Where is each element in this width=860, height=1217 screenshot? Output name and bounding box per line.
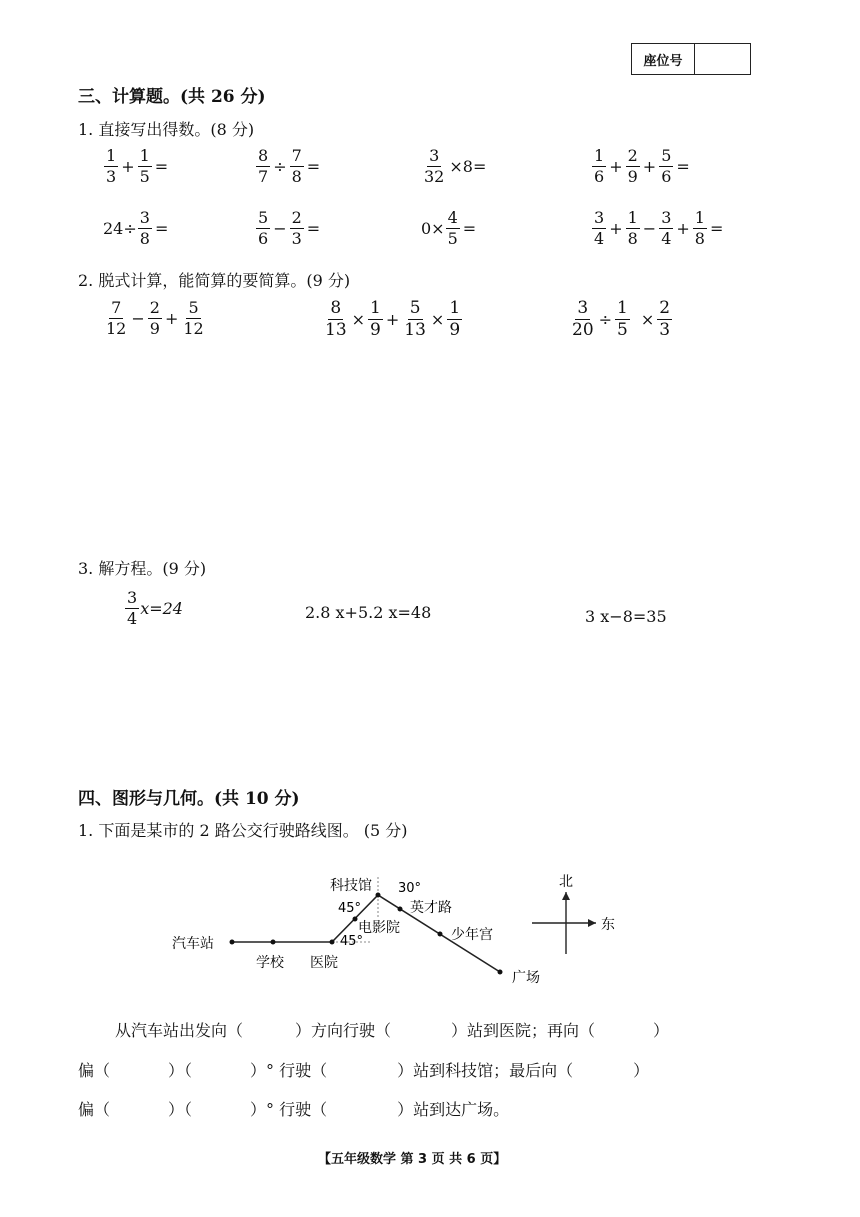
operator: ×8= xyxy=(449,157,487,176)
compass-north-arrow-icon xyxy=(562,892,570,900)
text: ）（ xyxy=(168,1061,193,1080)
numerator: 1 xyxy=(370,298,381,318)
numerator: 1 xyxy=(449,298,461,318)
numerator: 5 xyxy=(258,208,269,227)
q1-item-6 xyxy=(255,210,322,247)
text: ） xyxy=(653,1021,670,1040)
denominator: 9 xyxy=(449,320,461,340)
numerator: 3 xyxy=(594,208,605,227)
denominator: 5 xyxy=(617,320,628,340)
denominator: 5 xyxy=(139,167,150,186)
operator: ÷ xyxy=(273,157,287,176)
denominator: 7 xyxy=(258,167,269,186)
equals: = xyxy=(306,157,321,176)
denominator: 32 xyxy=(424,167,445,186)
station-label: 英才路 xyxy=(410,900,452,916)
fill-line-3 xyxy=(78,1097,509,1120)
numerator: 1 xyxy=(139,146,150,165)
station-dot-bus-station xyxy=(230,940,235,945)
numerator: 8 xyxy=(258,146,269,165)
denominator: 4 xyxy=(661,229,672,248)
operator: + xyxy=(164,309,179,328)
fill-line-2 xyxy=(78,1058,649,1081)
denominator: 8 xyxy=(627,229,638,248)
q1-title: 1. 直接写出得数。(8 分) xyxy=(78,120,255,139)
denominator: 13 xyxy=(325,320,347,340)
operator: × xyxy=(640,310,655,329)
station-dot-hospital xyxy=(330,940,335,945)
angle-label: 30° xyxy=(398,881,422,896)
denominator: 6 xyxy=(258,229,269,248)
station-label: 汽车站 xyxy=(172,936,214,952)
denominator: 8 xyxy=(694,229,705,248)
denominator: 4 xyxy=(127,609,138,628)
text: ）° 行驶（ xyxy=(250,1061,328,1080)
q1-item-7 xyxy=(421,210,478,247)
numerator: 5 xyxy=(188,298,199,317)
station-dot-science-museum xyxy=(376,893,381,898)
seat-number-field[interactable] xyxy=(695,44,750,74)
seat-number-box xyxy=(631,43,751,75)
text: ）（ xyxy=(168,1100,193,1119)
numerator: 2 xyxy=(291,208,302,227)
station-dot-yingcai-road xyxy=(398,907,403,912)
denominator: 12 xyxy=(183,319,204,338)
operator: ÷ xyxy=(598,310,613,329)
station-dot-youth-palace xyxy=(438,932,443,937)
operator: + xyxy=(609,157,623,176)
text: ）站到医院；再向（ xyxy=(451,1021,596,1040)
numerator: 1 xyxy=(694,208,705,227)
operator: × xyxy=(351,310,366,329)
numerator: 2 xyxy=(659,298,671,318)
equals: = xyxy=(709,219,724,238)
operator: − xyxy=(273,219,287,238)
prefix: 0× xyxy=(421,219,445,238)
text: 偏（ xyxy=(78,1061,111,1080)
operator: × xyxy=(430,310,445,329)
operator: + xyxy=(385,310,400,329)
numerator: 3 xyxy=(577,298,589,318)
numerator: 5 xyxy=(409,298,421,318)
numerator: 5 xyxy=(661,146,672,165)
compass-east-arrow-icon xyxy=(588,919,596,927)
numerator: 1 xyxy=(106,146,117,165)
denominator: 6 xyxy=(661,167,672,186)
section4-title: 四、图形与几何。(共 10 分) xyxy=(78,789,300,809)
compass-east-label: 东 xyxy=(601,917,615,933)
text: 从汽车站出发向（ xyxy=(115,1021,244,1040)
compass-north-label: 北 xyxy=(559,874,573,890)
numerator: 2 xyxy=(149,298,160,317)
fill-line-1 xyxy=(115,1018,669,1041)
equation-3: 3 x−8=35 xyxy=(585,607,667,626)
q2-item-1 xyxy=(103,300,207,337)
angle-label: 45° xyxy=(340,934,364,949)
denominator: 13 xyxy=(404,320,426,340)
station-dot-school xyxy=(271,940,276,945)
page-footer: 【五年级数学 第 3 页 共 6 页】 xyxy=(318,1152,507,1167)
equals: = xyxy=(154,219,169,238)
station-label: 学校 xyxy=(256,955,284,971)
q1-item-1 xyxy=(103,148,170,185)
numerator: 3 xyxy=(127,588,138,607)
denominator: 5 xyxy=(447,229,458,248)
q3-title: 3. 解方程。(9 分) xyxy=(78,559,207,578)
denominator: 8 xyxy=(139,229,150,248)
section3-title: 三、计算题。(共 26 分) xyxy=(78,87,266,107)
seat-number-label: 座位号 xyxy=(632,44,695,74)
text: ）站到达广场。 xyxy=(397,1100,510,1119)
denominator: 9 xyxy=(627,167,638,186)
equation-2: 2.8 x+5.2 x=48 xyxy=(305,603,432,622)
denominator: 3 xyxy=(659,320,671,340)
operator: + xyxy=(609,219,623,238)
denominator: 9 xyxy=(149,319,160,338)
q2-item-2 xyxy=(322,300,463,339)
station-label: 少年宫 xyxy=(451,927,493,943)
denominator: 20 xyxy=(572,320,594,340)
operator: − xyxy=(642,219,657,238)
q1-item-2 xyxy=(255,148,322,185)
operator: + xyxy=(676,219,690,238)
equation-rest: x=24 xyxy=(140,599,183,618)
numerator: 3 xyxy=(139,208,150,227)
equals: = xyxy=(154,157,169,176)
denominator: 3 xyxy=(106,167,117,186)
station-dot-cinema xyxy=(353,917,358,922)
numerator: 7 xyxy=(291,146,302,165)
station-label: 广场 xyxy=(512,970,540,986)
station-dot-plaza xyxy=(498,970,503,975)
angle-label: 45° xyxy=(338,901,362,916)
numerator: 2 xyxy=(627,146,638,165)
text: ）方向行驶（ xyxy=(295,1021,392,1040)
bus-route-map xyxy=(160,862,630,1002)
numerator: 1 xyxy=(594,146,605,165)
denominator: 4 xyxy=(594,229,605,248)
denominator: 9 xyxy=(370,320,381,340)
numerator: 7 xyxy=(111,298,122,317)
text: ）站到科技馆；最后向（ xyxy=(397,1061,574,1080)
operator: + xyxy=(121,157,135,176)
numerator: 1 xyxy=(627,208,638,227)
numerator: 4 xyxy=(447,208,458,227)
text: ）° 行驶（ xyxy=(250,1100,328,1119)
q2-title: 2. 脱式计算，能简算的要简算。(9 分) xyxy=(78,271,351,290)
operator: − xyxy=(131,309,145,328)
text: 偏（ xyxy=(78,1100,111,1119)
denominator: 8 xyxy=(291,167,302,186)
text: ） xyxy=(633,1061,650,1080)
q1-item-4 xyxy=(591,148,692,185)
denominator: 3 xyxy=(291,229,302,248)
equals: = xyxy=(462,219,477,238)
numerator: 3 xyxy=(661,208,672,227)
numerator: 3 xyxy=(429,146,440,165)
equals: = xyxy=(676,157,690,176)
section4-q1-title: 1. 下面是某市的 2 路公交行驶路线图。 (5 分) xyxy=(78,821,408,840)
denominator: 6 xyxy=(594,167,605,186)
numerator: 1 xyxy=(617,298,628,318)
q1-item-8 xyxy=(591,210,725,247)
q2-item-3 xyxy=(569,300,673,339)
numerator: 8 xyxy=(330,298,342,318)
equals: = xyxy=(306,219,321,238)
q1-item-3 xyxy=(421,148,488,185)
station-label: 科技馆 xyxy=(330,878,372,894)
station-label: 医院 xyxy=(310,955,338,971)
q1-item-5 xyxy=(103,210,170,247)
operator: + xyxy=(642,157,657,176)
equation-1 xyxy=(124,590,183,627)
station-label: 电影院 xyxy=(358,920,400,936)
denominator: 12 xyxy=(106,319,127,338)
prefix: 24÷ xyxy=(103,219,137,238)
